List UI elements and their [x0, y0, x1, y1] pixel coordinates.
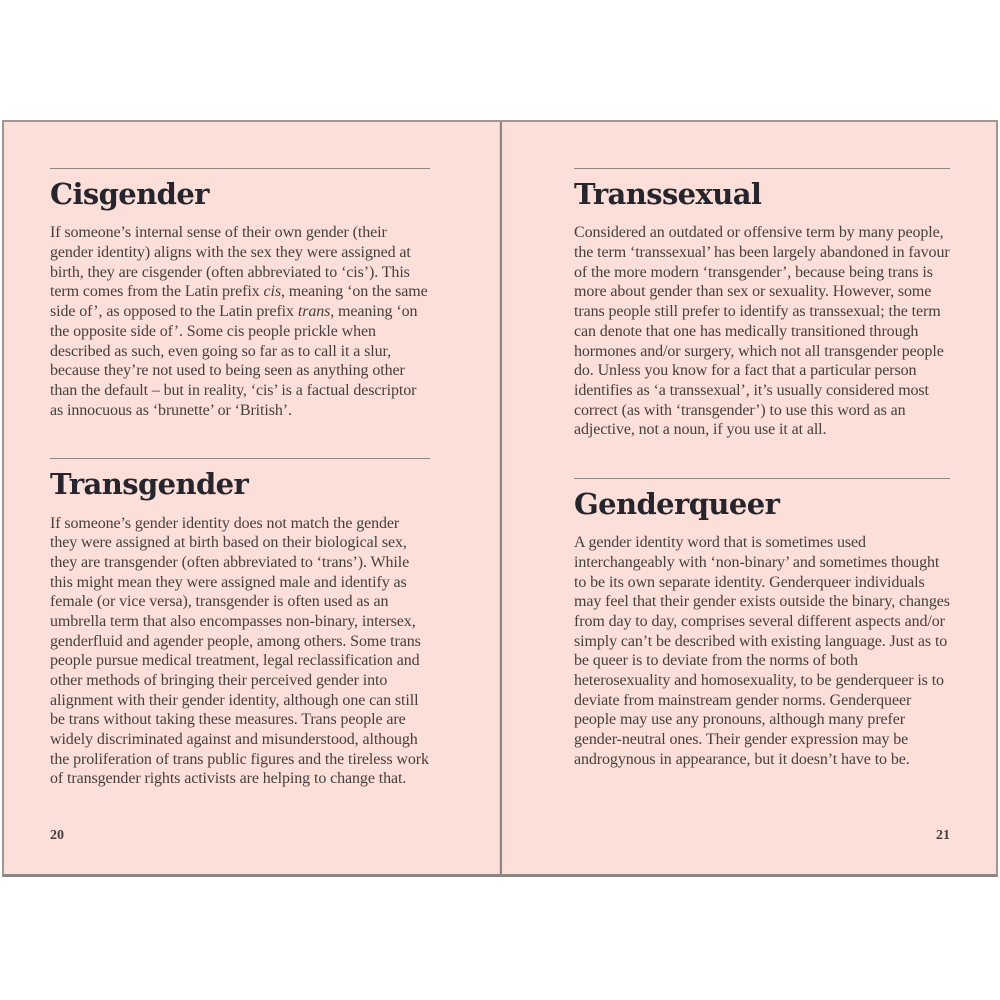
page-left-content	[50, 122, 430, 874]
glossary-entry-cisgender	[50, 168, 430, 420]
entry-definition: If someone’s internal sense of their own gender (their gender identity) aligns with the sex they were assigned at birth, they are cisgender (often abbreviated to ‘cis’). This term comes from the Latin prefix cis, meaning ‘on the same side of’, as opposed to the Latin prefix trans, meaning ‘on the opposite side of’. Some cis people prickle when described as such, even going so far as to call it a slur, because they’re not used to being seen as anything other than the default – but in reality, ‘cis’ is a factual descriptor as innocuous as ‘brunette’ or ‘British’.	[50, 224, 428, 419]
book-spread	[2, 120, 998, 877]
page-number-right: 21	[936, 828, 950, 843]
entry-definition: If someone’s gender identity does not match the gender they were assigned at birth based on their biological sex, they are transgender (often abbreviated to ‘trans’). While this might mean they were assigned male and identify as female (or vice versa), transgender is often used as an umbrella term that also encompasses non-binary, intersex, genderfluid and agender people, among others. Some trans people pursue medical treatment, legal reclassification and other methods of bringing their perceived gender into alignment with their gender identity, although one can still be trans without taking these measures. Trans people are widely discriminated against and misunderstood, although the proliferation of trans public figures and the tireless work of transgender rights activists are helping to change that.	[50, 514, 429, 788]
entry-definition: A gender identity word that is sometimes used interchangeably with ‘non-binary’ and sometimes thought to be its own separate identity. Genderqueer individuals may feel that their gender exists outside the binary, changes from day to day, comprises several different aspects and/or simply can’t be described with existing language. Just as to be queer is to deviate from the norms of both heterosexuality and homosexuality, to be genderqueer is to deviate from mainstream gender norms. Genderqueer people may use any pronouns, although many prefer gender-neutral ones. Their gender expression may be androgynous in appearance, but it doesn’t have to be.	[574, 534, 950, 768]
section-divider	[50, 168, 430, 169]
entry-definition: Considered an outdated or offensive term by many people, the term ‘transsexual’ has been largely abandoned in favour of the more modern ‘transgender’, because being trans is more about gender than sex or sexuality. However, some trans people still prefer to identify as transsexual; the term can denote that one has medically transitioned through hormones and/or surgery, which not all transgender people do. Unless you know for a fact that a particular person identifies as ‘a transsexual’, it’s usually considered most correct (as with ‘transgender’) to use this word as an adjective, not a noun, if you use it at all.	[574, 224, 950, 439]
section-divider	[574, 168, 950, 169]
entry-term: Cisgender	[50, 177, 209, 211]
page-right	[502, 122, 996, 874]
entry-term: Transsexual	[574, 177, 762, 211]
glossary-entry-transgender	[50, 458, 430, 789]
glossary-entry-genderqueer	[574, 478, 950, 770]
section-divider	[50, 458, 430, 459]
page-left	[4, 122, 500, 874]
glossary-entry-transsexual	[574, 168, 950, 440]
entry-term: Genderqueer	[574, 486, 780, 521]
section-divider	[574, 478, 950, 479]
page-number-left: 20	[50, 828, 64, 843]
page-right-content	[574, 122, 950, 874]
entry-term: Transgender	[50, 467, 249, 502]
book-gutter-line	[500, 122, 502, 874]
